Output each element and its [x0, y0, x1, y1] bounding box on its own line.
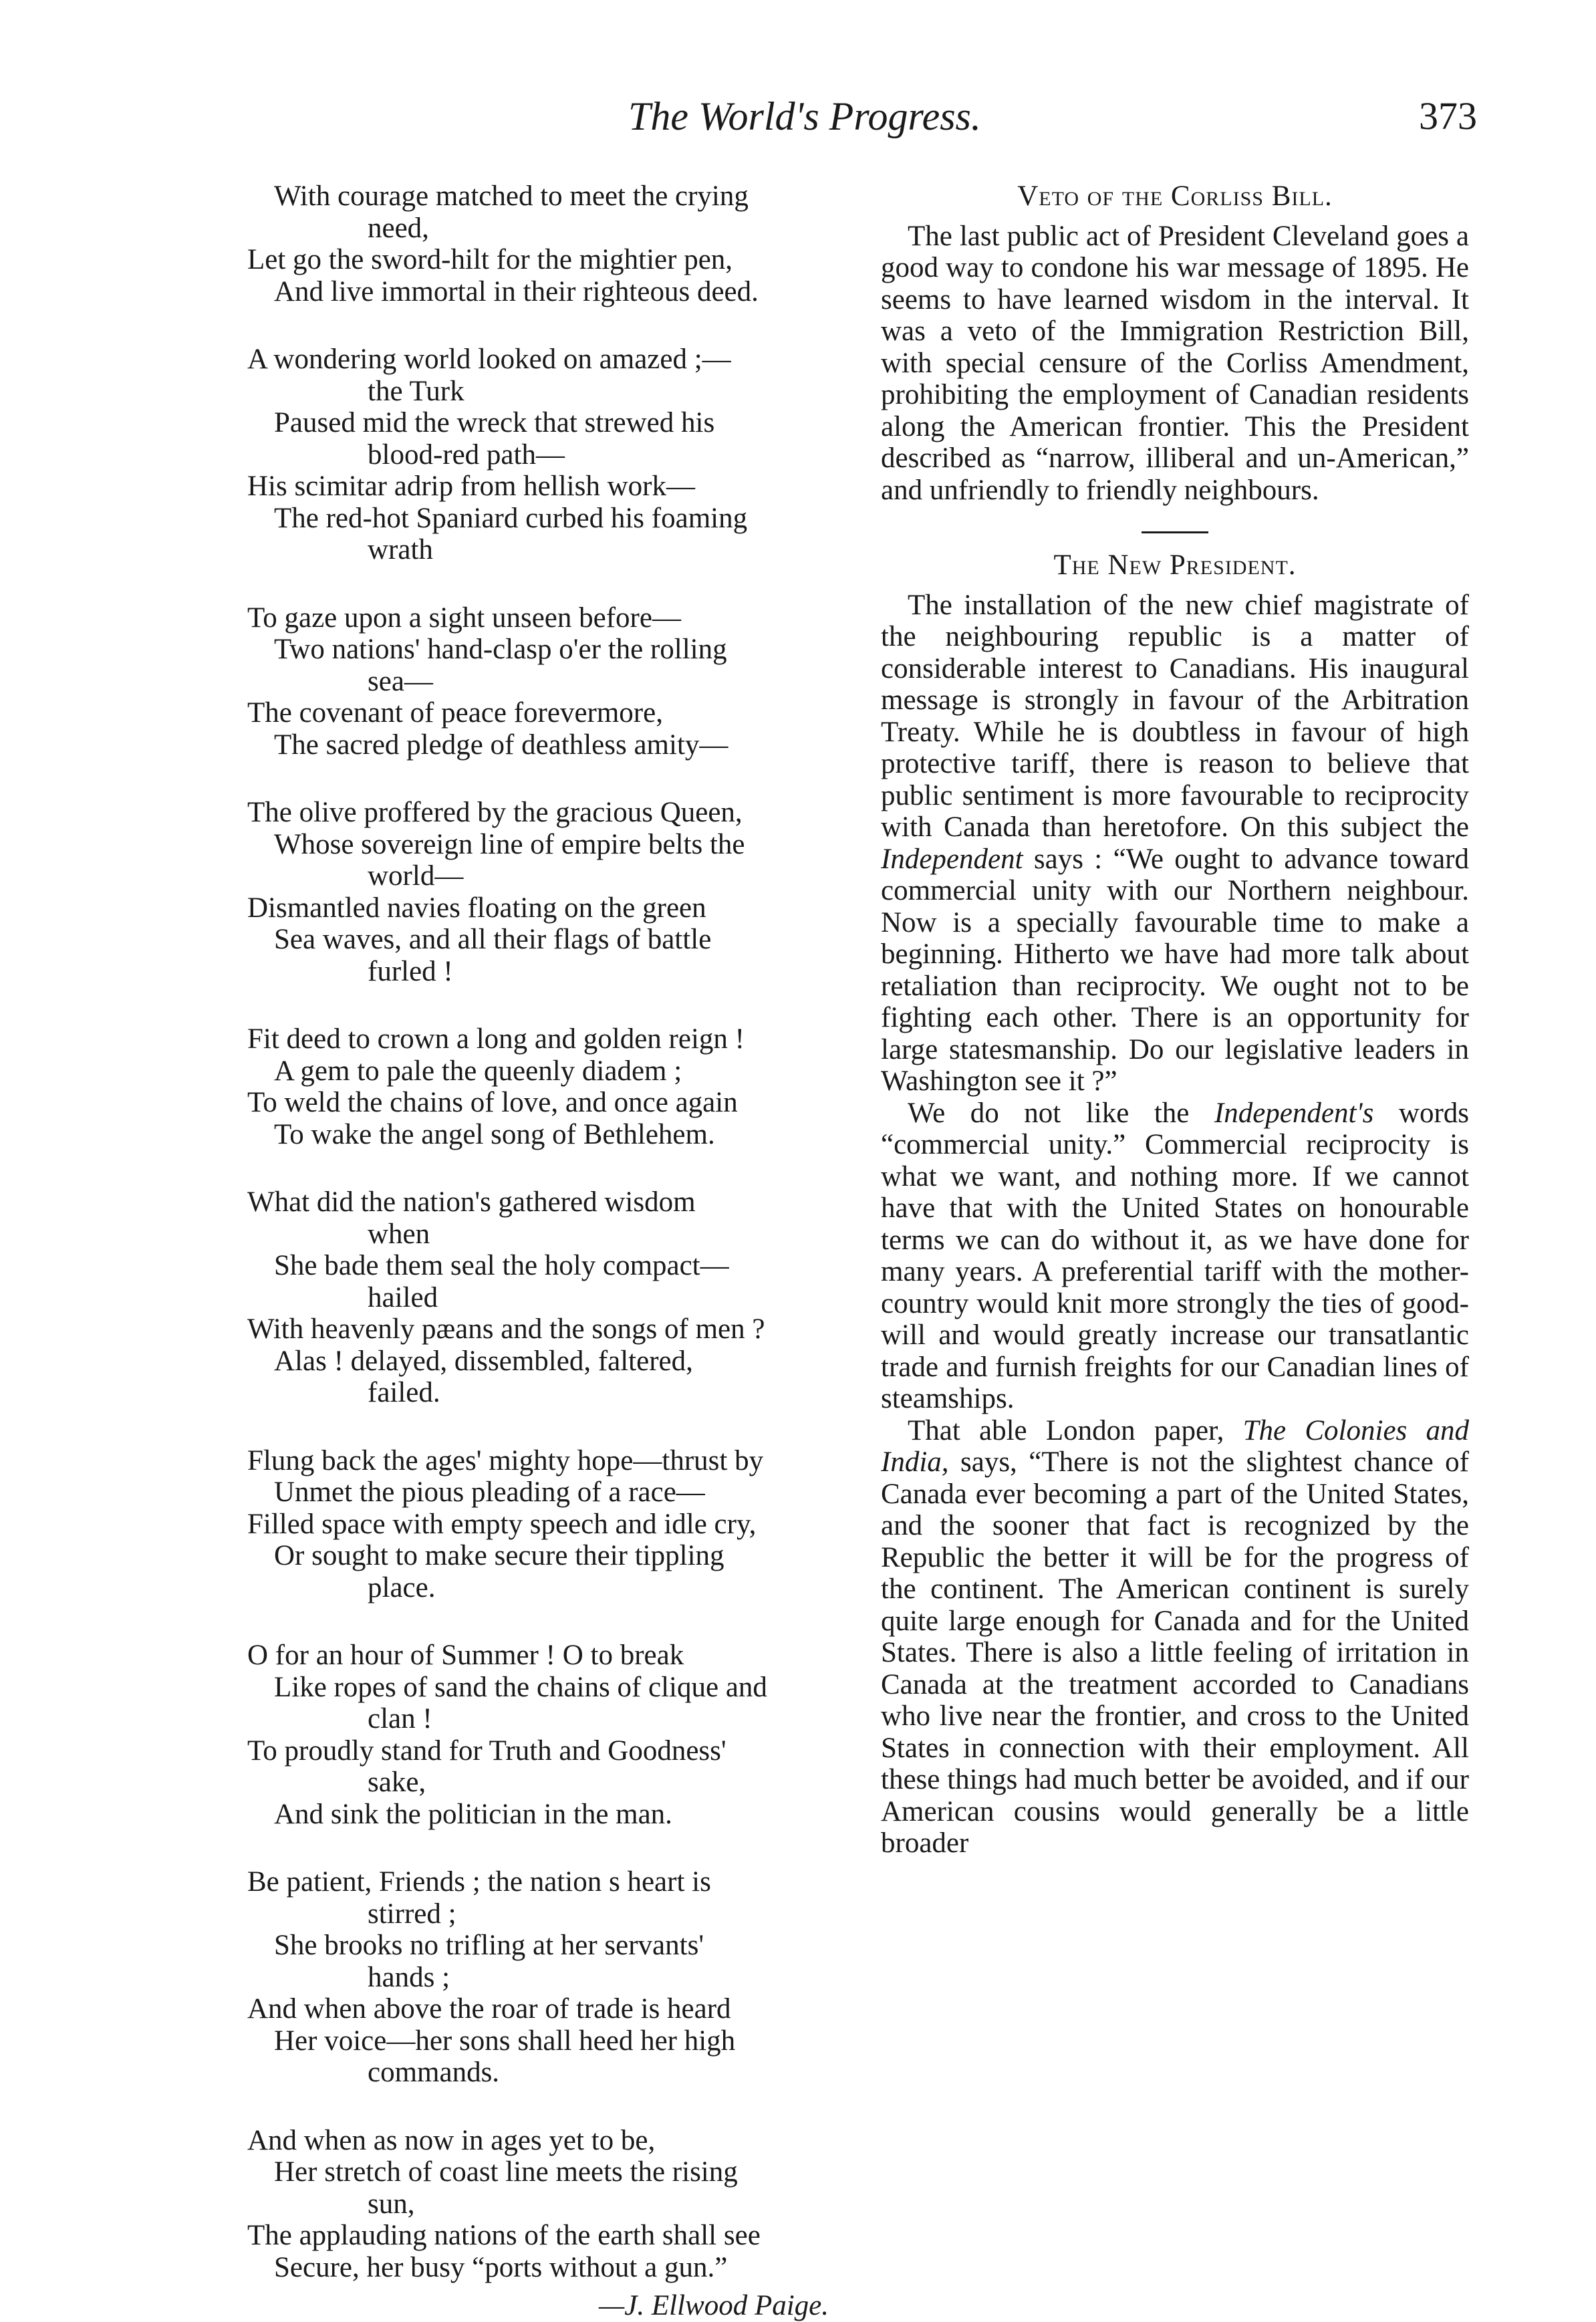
poem-line: Filled space with empty speech and idle cry,	[247, 1508, 757, 1540]
article-paragraph: The last public act of President Cleveland goes a good way to condone his war message of 1895. He seems to have learned wisdom in the interval. It was a veto of the Immigration Restriction Bill, with special censure of the Corliss Amendment, prohibiting the employment of Canadian residents along the American frontier. This the President described as “narrow, illiberal and un-American,” and unfriendly to friendly neighbours.	[881, 220, 1469, 506]
poem-stanza	[247, 1023, 849, 1150]
poem-line: To gaze upon a sight unseen before—	[247, 602, 681, 634]
poem-line: The applauding nations of the earth shall see	[247, 2220, 761, 2251]
poem-line: She brooks no trifling at her servants'	[274, 1930, 704, 1961]
running-title: The World's Progress.	[628, 94, 981, 138]
poem-line: The red-hot Spaniard curbed his foaming	[274, 502, 748, 534]
poem-line: Flung back the ages' mighty hope—thrust by	[247, 1444, 764, 1476]
poem-line: furled !	[368, 955, 453, 987]
poem-line: His scimitar adrip from hellish work—	[247, 471, 695, 502]
publication-name: Independent's	[1214, 1097, 1374, 1129]
poem-stanza	[247, 1186, 849, 1409]
poem-line: world—	[368, 860, 464, 892]
poem-line: Unmet the pious pleading of a race—	[274, 1476, 705, 1508]
article-paragraph	[881, 590, 1469, 1098]
poem-line: Be patient, Friends ; the nation s heart is	[247, 1866, 711, 1898]
section-divider	[1142, 531, 1208, 533]
poem-line: sea—	[368, 665, 433, 697]
poem-line: sun,	[368, 2188, 415, 2220]
poem-line: A gem to pale the queenly diadem ;	[274, 1055, 682, 1087]
poem-stanza	[247, 1640, 849, 1830]
article-column	[881, 180, 1469, 1859]
paragraph-text: The installation of the new chief magistrate of the neighbouring republic is a matter of considerable interest to Canadians. His inaugural message is strongly in favour of the Arbitration Treaty. While he is doubtless in favour of high protective tariff, there is reason to believe that public sentiment is more favourable to reciprocity with Canada than heretofore. On this subject the	[881, 589, 1469, 843]
poem-line: Her voice—her sons shall heed her high	[274, 2025, 736, 2057]
poem-stanza	[247, 797, 849, 987]
poem-line: Two nations' hand-clasp o'er the rolling	[274, 634, 727, 665]
poem-line: And when above the roar of trade is heard	[247, 1993, 731, 2025]
poem-line: commands.	[368, 2057, 500, 2088]
publication-name: The Colonies and India,	[881, 1414, 1469, 1478]
poem-stanza	[247, 1445, 849, 1604]
poem-line: A wondering world looked on amazed ;—	[247, 344, 731, 375]
poem-column	[247, 180, 849, 2322]
poem-line: And live immortal in their righteous deed.	[274, 275, 759, 307]
poem-line: And when as now in ages yet to be,	[247, 2124, 656, 2156]
section-heading-new-president: The New President.	[1053, 549, 1297, 581]
poem-line: The covenant of peace forevermore,	[247, 697, 663, 729]
poem-line: when	[368, 1218, 430, 1250]
poem-line: With heavenly pæans and the songs of men ?	[247, 1313, 765, 1345]
poem-line: failed.	[368, 1377, 440, 1408]
poem-line: Or sought to make secure their tippling	[274, 1540, 724, 1571]
poem-line: To proudly stand for Truth and Goodness'	[247, 1734, 726, 1767]
poem-line: blood-red path—	[368, 438, 565, 471]
poem-stanza	[247, 2125, 849, 2284]
poem-stanza	[247, 344, 849, 566]
poem-stanza	[247, 180, 849, 307]
paragraph-text: says : “We ought to advance toward commercial unity with our Northern neighbour. Now is a specially favourable time to make a beginning. Hitherto we have had more talk about retaliation than reciprocity. We ought not to be fighting each other. There is an opportunity for large statesmanship. Do our legislative leaders in Washington see it ?”	[881, 843, 1469, 1097]
poem-line: wrath	[368, 534, 433, 565]
poem-line: place.	[368, 1571, 436, 1603]
poem-line: hailed	[368, 1281, 438, 1313]
poem-line: Sea waves, and all their flags of battle	[274, 924, 712, 955]
section-heading-veto: Veto of the Corliss Bill.	[1017, 180, 1333, 212]
poem-line: stirred ;	[368, 1898, 456, 1930]
article-paragraph	[881, 1415, 1469, 1859]
poem-stanza	[247, 602, 849, 761]
poem-line: O for an hour of Summer ! O to break	[247, 1640, 684, 1671]
poem-line: Alas ! delayed, dissembled, faltered,	[274, 1345, 693, 1377]
poem-line: sake,	[368, 1767, 426, 1798]
poem-line: With courage matched to meet the crying	[274, 180, 749, 212]
poem-line: The olive proffered by the gracious Queen,	[247, 797, 743, 828]
poem-line: Dismantled navies floating on the green	[247, 892, 706, 924]
poem-line: hands ;	[368, 1961, 450, 1993]
paragraph-text: words “commercial unity.” Commercial reciprocity is what we want, and nothing more. If we cannot have that with the United States on honourable terms we can do without it, as we have done for many years. A preferential tariff with the mother-country would knit more strongly the ties of good-will and would greatly increase our transatlantic trade and furnish freights for our Canadian lines of steamships.	[881, 1097, 1470, 1414]
poem-signature: —J. Ellwood Paige.	[599, 2290, 829, 2321]
poem-line: What did the nation's gathered wisdom	[247, 1186, 696, 1218]
poem-line: Like ropes of sand the chains of clique and	[274, 1671, 767, 1703]
poem-line: The sacred pledge of deathless amity—	[274, 729, 728, 761]
publication-name: Independent	[881, 843, 1023, 875]
poem-line: To weld the chains of love, and once again	[247, 1087, 738, 1118]
poem-line: She bade them seal the holy compact—	[274, 1250, 729, 1281]
poem-line: Whose sovereign line of empire belts the	[274, 828, 745, 860]
poem-line: To wake the angel song of Bethlehem.	[274, 1118, 715, 1150]
poem-line: need,	[368, 212, 429, 244]
poem-line: Let go the sword-hilt for the mightier pen,	[247, 244, 733, 275]
poem-line: the Turk	[368, 375, 464, 407]
poem-line: And sink the politician in the man.	[274, 1798, 672, 1830]
poem-line: Secure, her busy “ports without a gun.”	[274, 2251, 728, 2283]
poem-line: Her stretch of coast line meets the rising	[274, 2156, 738, 2188]
paragraph-text: says, “There is not the slightest chance of Canada ever becoming a part of the United States, and the sooner that fact is recognized by the Republic the better it will be for the progress of the continent. The American continent is surely quite large enough for Canada and for the United States. There is also a little feeling of irritation in Canada at the treatment accorded to Canadians who live near the frontier, and cross to the United States in connection with their employment. All these things had much better be avoided, and if our American cousins would generally be a little broader	[881, 1446, 1470, 1859]
poem-stanza	[247, 1866, 849, 2089]
poem-line: Paused mid the wreck that strewed his	[274, 407, 715, 438]
running-head	[0, 94, 1596, 154]
poem-line: clan !	[368, 1703, 432, 1734]
article-paragraph	[881, 1098, 1469, 1415]
poem-line: Fit deed to crown a long and golden reign !	[247, 1023, 745, 1055]
paragraph-text: We do not like the	[908, 1097, 1190, 1129]
page-number: 373	[1419, 94, 1477, 138]
paragraph-text: That able London paper,	[908, 1414, 1224, 1446]
